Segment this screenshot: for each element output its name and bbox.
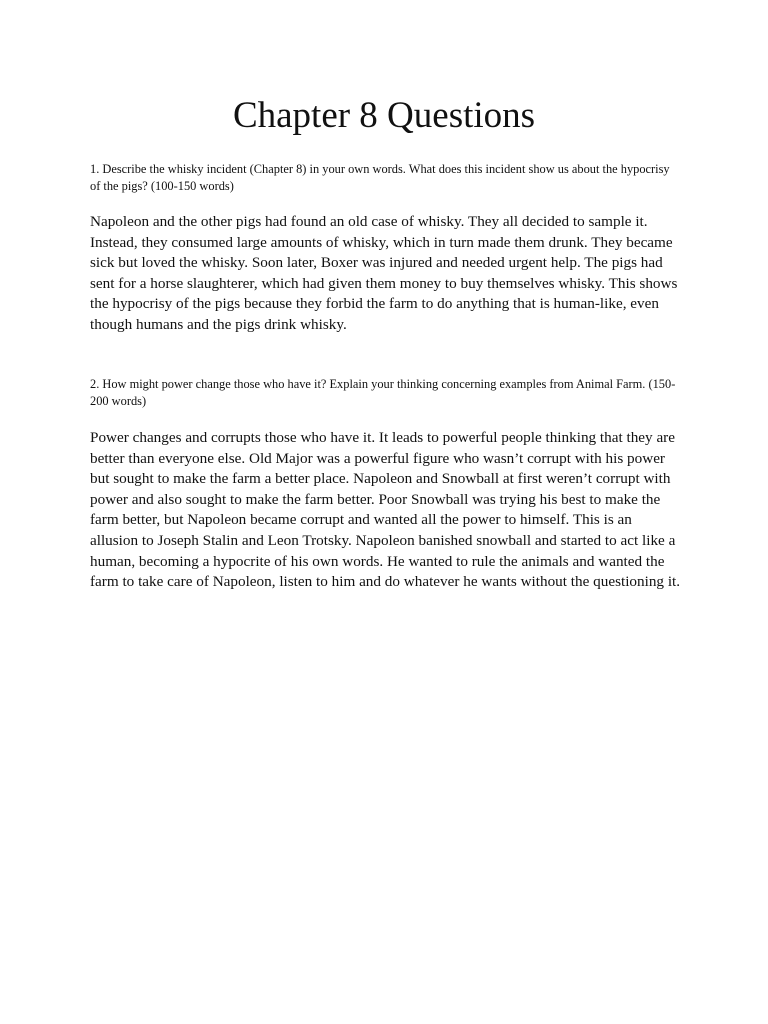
- question-1-answer: Napoleon and the other pigs had found an old case of whisky. They all decided to sample it. Instead, they consumed large amounts of whisky, which in turn made them drunk. They became sick but loved the whisky. Soon later, Boxer was injured and needed urgent help. The pigs had sent for a horse slaughterer, which had given them money to buy themselves whisky. This shows the hypocrisy of the pigs because they forbid the farm to do anything that is human-like, even though humans and the pigs drink whisky.: [90, 213, 678, 333]
- page-title: Chapter 8 Questions: [232, 95, 536, 136]
- question-2-prompt: 2. How might power change those who have it? Explain your thinking concerning examples from Animal Farm. (150-200 words): [90, 377, 676, 408]
- question-1-prompt: 1. Describe the whisky incident (Chapter 8) in your own words. What does this incident show us about the hypocrisy of the pigs? (100-150 words): [90, 162, 670, 193]
- question-2-answer: Power changes and corrupts those who have it. It leads to powerful people thinking that they are better than everyone else. Old Major was a powerful figure who wasn’t corrupt with his power but sought to make the farm a better place. Napoleon and Snowball at first weren’t corrupt with power and also sought to make the farm better. Poor Snowball was trying his best to make the farm better, but Napoleon became corrupt and wanted all the power to himself. This is an allusion to Joseph Stalin and Leon Trotsky. Napoleon banished snowball and started to act like a human, becoming a hypocrite of his own words. He wanted to rule the animals and wanted the farm to take care of Napoleon, listen to him and do whatever he wants without the questioning it.: [90, 429, 681, 591]
